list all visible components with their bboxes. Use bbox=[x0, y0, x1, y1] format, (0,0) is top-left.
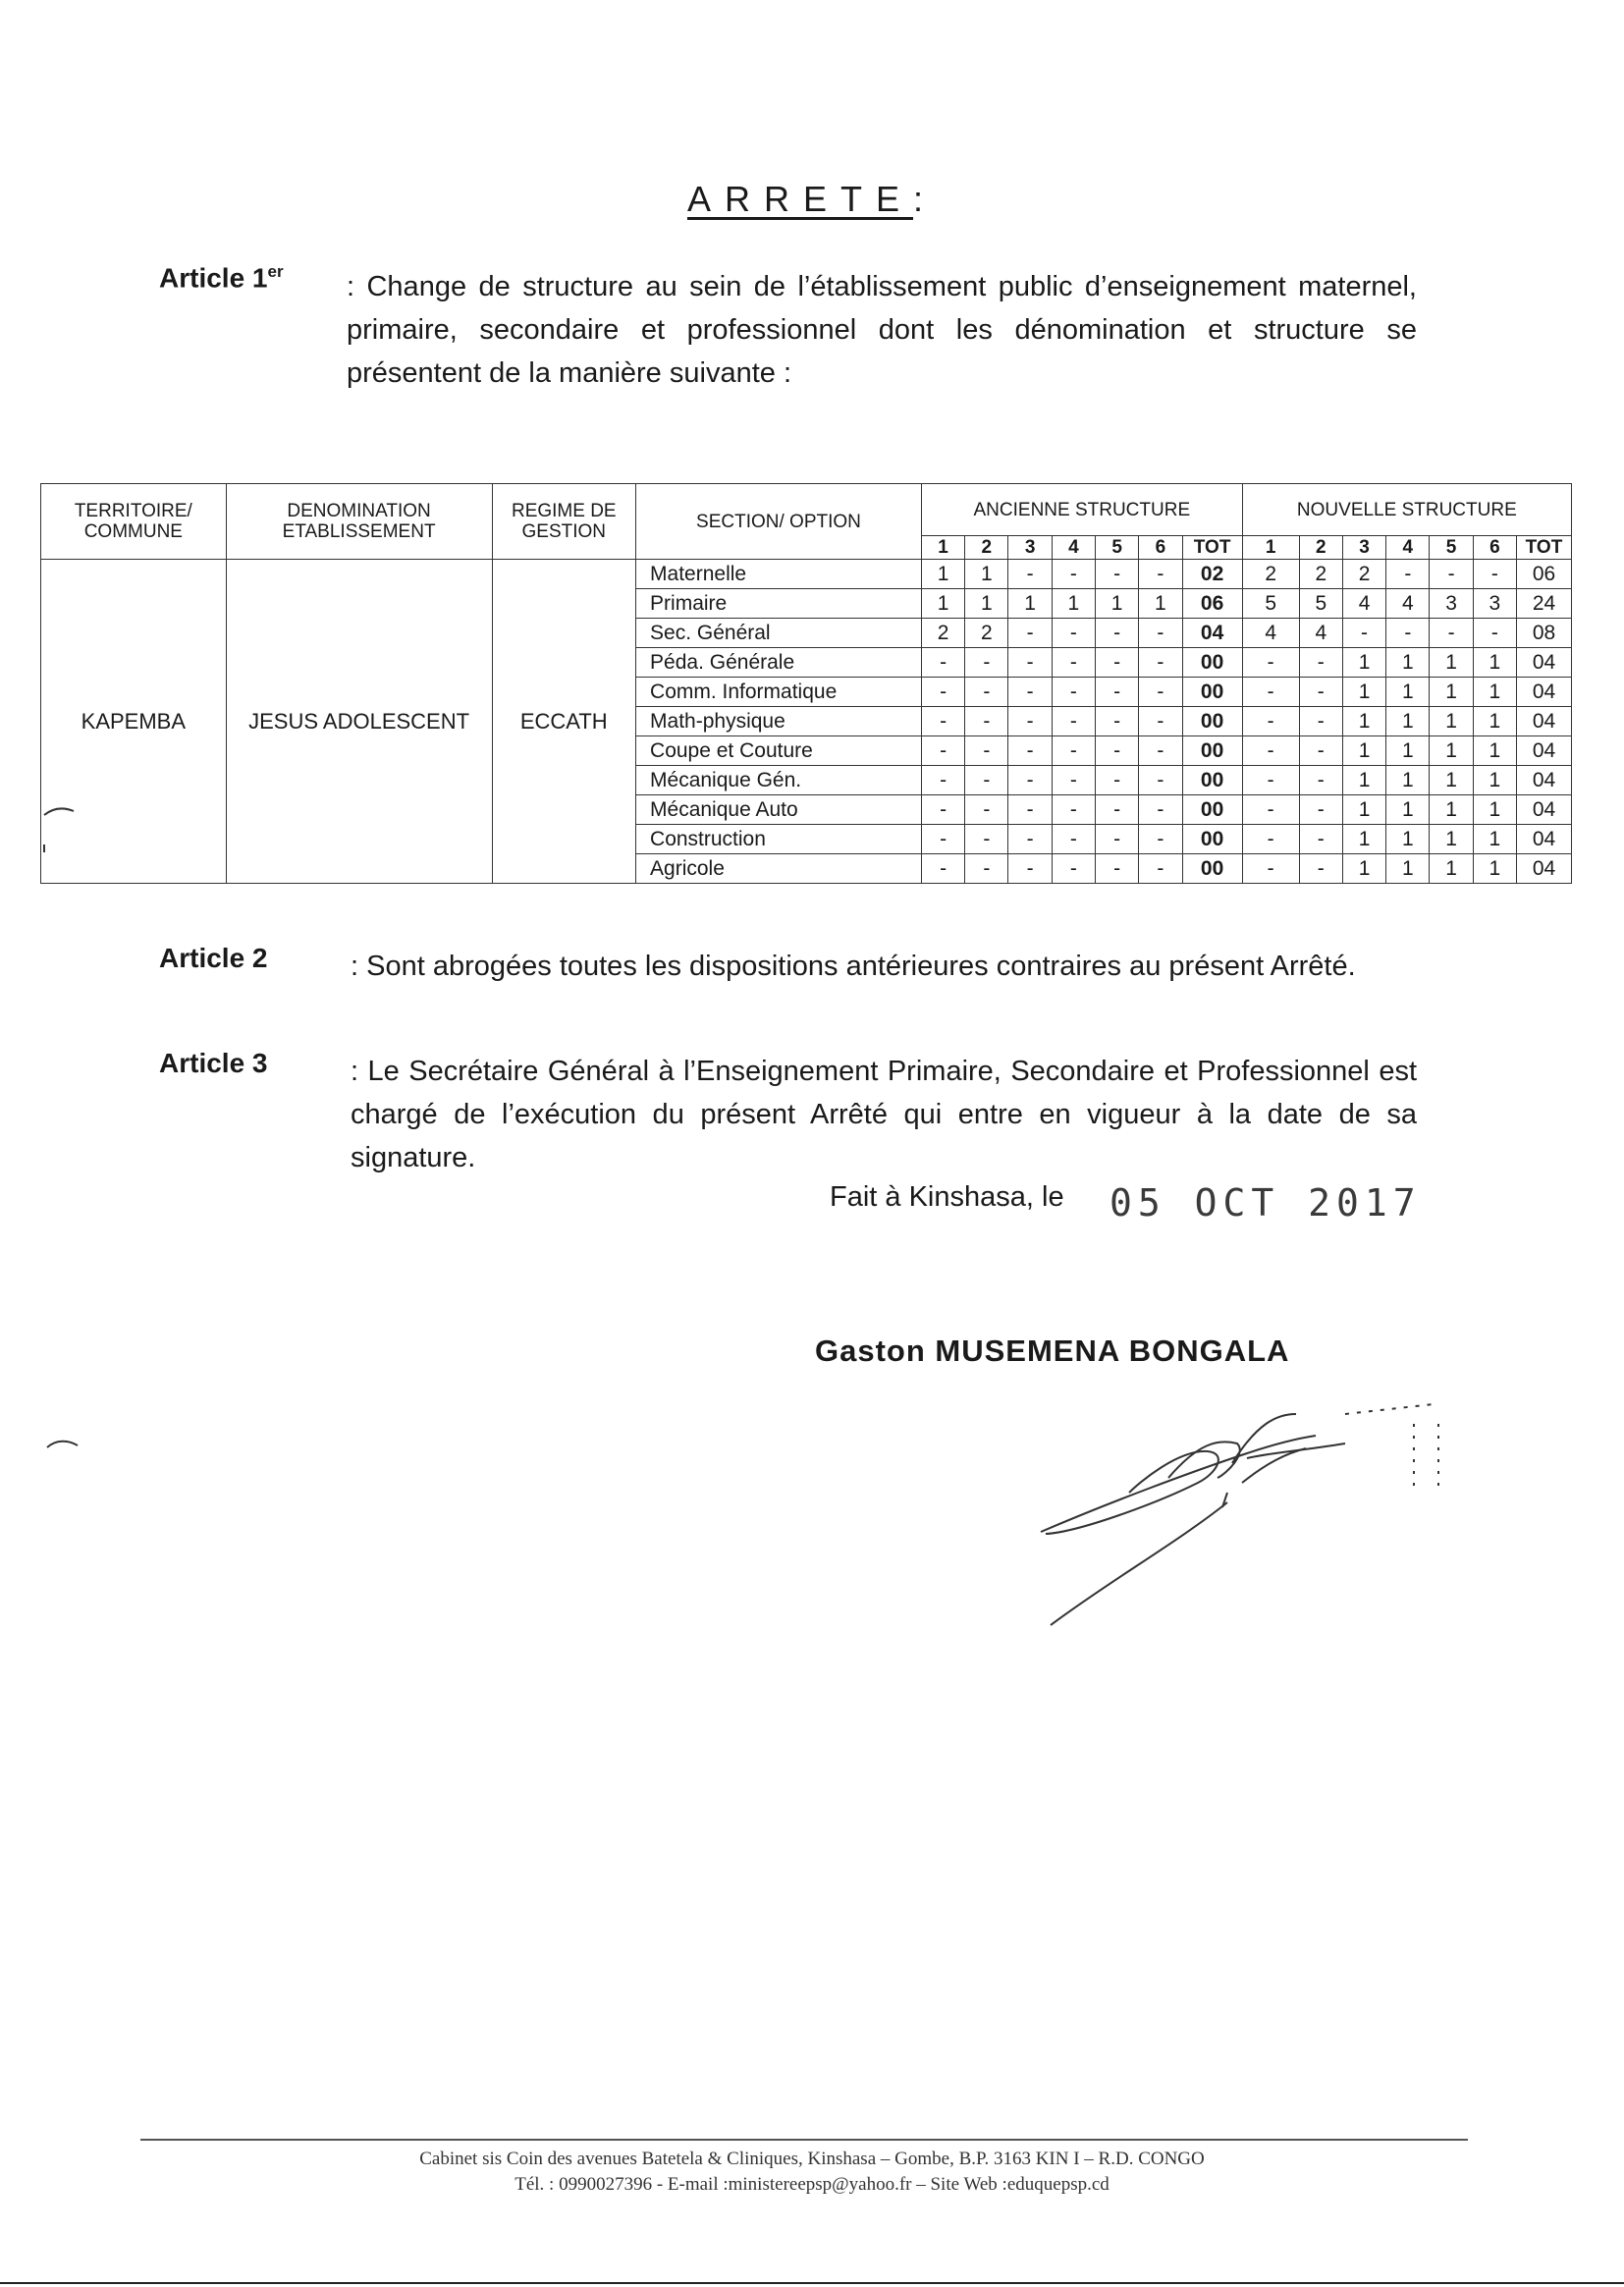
new-structure-cell: 1 bbox=[1473, 766, 1516, 795]
old-structure-cell: 00 bbox=[1182, 648, 1242, 678]
new-structure-cell: 1 bbox=[1342, 648, 1385, 678]
old-structure-cell: - bbox=[1052, 766, 1095, 795]
new-structure-cell: - bbox=[1342, 619, 1385, 648]
date-stamp: 05 OCT 2017 bbox=[1110, 1181, 1422, 1225]
old-structure-cell: - bbox=[1139, 560, 1182, 589]
old-structure-cell: 00 bbox=[1182, 736, 1242, 766]
new-structure-cell: 04 bbox=[1516, 707, 1571, 736]
section-cell: Math-physique bbox=[636, 707, 922, 736]
new-structure-cell: 1 bbox=[1430, 648, 1473, 678]
new-structure-cell: 1 bbox=[1386, 736, 1430, 766]
old-structure-cell: - bbox=[1139, 825, 1182, 854]
old-col-header: 3 bbox=[1008, 536, 1052, 560]
new-structure-cell: - bbox=[1473, 560, 1516, 589]
old-structure-cell: 1 bbox=[1052, 589, 1095, 619]
new-col-header: 6 bbox=[1473, 536, 1516, 560]
new-structure-cell: 1 bbox=[1386, 825, 1430, 854]
old-structure-cell: - bbox=[1008, 648, 1052, 678]
old-structure-cell: 00 bbox=[1182, 707, 1242, 736]
new-col-header: 2 bbox=[1299, 536, 1342, 560]
old-structure-cell: - bbox=[921, 795, 964, 825]
old-structure-cell: - bbox=[1052, 795, 1095, 825]
new-structure-cell: - bbox=[1430, 560, 1473, 589]
old-structure-cell: - bbox=[1008, 560, 1052, 589]
old-structure-cell: 1 bbox=[1139, 589, 1182, 619]
old-structure-cell: - bbox=[1096, 825, 1139, 854]
new-structure-cell: 04 bbox=[1516, 678, 1571, 707]
new-structure-cell: - bbox=[1242, 766, 1299, 795]
new-structure-cell: 1 bbox=[1342, 766, 1385, 795]
signer-name: Gaston MUSEMENA BONGALA bbox=[815, 1334, 1290, 1368]
title-colon: : bbox=[913, 179, 938, 219]
new-structure-cell: - bbox=[1299, 736, 1342, 766]
new-structure-cell: 1 bbox=[1473, 854, 1516, 884]
new-structure-cell: 1 bbox=[1342, 825, 1385, 854]
place-date-label: Fait à Kinshasa, le bbox=[830, 1181, 1064, 1213]
header-regime: REGIME DE GESTION bbox=[492, 484, 636, 560]
section-cell: Primaire bbox=[636, 589, 922, 619]
section-cell: Maternelle bbox=[636, 560, 922, 589]
old-structure-cell: - bbox=[921, 736, 964, 766]
new-structure-cell: - bbox=[1242, 854, 1299, 884]
new-structure-cell: - bbox=[1242, 648, 1299, 678]
new-structure-cell: 1 bbox=[1430, 766, 1473, 795]
old-structure-cell: 02 bbox=[1182, 560, 1242, 589]
new-structure-cell: 4 bbox=[1299, 619, 1342, 648]
new-structure-cell: 04 bbox=[1516, 825, 1571, 854]
new-structure-cell: 04 bbox=[1516, 766, 1571, 795]
old-col-header: 4 bbox=[1052, 536, 1095, 560]
new-structure-cell: - bbox=[1242, 707, 1299, 736]
old-structure-cell: 1 bbox=[1008, 589, 1052, 619]
old-structure-cell: - bbox=[965, 707, 1008, 736]
footer-address: Cabinet sis Coin des avenues Batetela & Cliniques, Kinshasa – Gombe, B.P. 3163 KIN I – R.D. CONGO bbox=[419, 2149, 1205, 2169]
header-denomination: DENOMINATION ETABLISSEMENT bbox=[226, 484, 492, 560]
article-3-text: : Le Secrétaire Général à l’Enseignement Primaire, Secondaire et Professionnel est chargé de l’exécution du présent Arrêté qui entre en vigueur à la date de sa signature. bbox=[351, 1056, 1417, 1173]
old-structure-cell: - bbox=[1139, 648, 1182, 678]
new-structure-cell: 5 bbox=[1242, 589, 1299, 619]
old-structure-cell: - bbox=[965, 766, 1008, 795]
old-structure-cell: - bbox=[1096, 619, 1139, 648]
new-structure-cell: - bbox=[1430, 619, 1473, 648]
old-structure-cell: - bbox=[1008, 707, 1052, 736]
new-structure-cell: 5 bbox=[1299, 589, 1342, 619]
old-structure-cell: - bbox=[1008, 854, 1052, 884]
old-structure-cell: 00 bbox=[1182, 854, 1242, 884]
old-structure-cell: 00 bbox=[1182, 678, 1242, 707]
article-1-text: : Change de structure au sein de l’établissement public d’enseignement maternel, primaire, secondaire et professionnel dont les dénomination et structure se présentent de la manière suivante : bbox=[347, 271, 1417, 389]
new-structure-cell: 1 bbox=[1386, 678, 1430, 707]
old-structure-cell: - bbox=[1139, 795, 1182, 825]
new-structure-cell: 1 bbox=[1430, 825, 1473, 854]
new-col-header: 4 bbox=[1386, 536, 1430, 560]
section-cell: Mécanique Gén. bbox=[636, 766, 922, 795]
new-structure-cell: - bbox=[1242, 825, 1299, 854]
footer-divider bbox=[140, 2139, 1468, 2141]
article-1-label-sup: er bbox=[267, 262, 284, 281]
old-structure-cell: - bbox=[1139, 854, 1182, 884]
new-structure-cell: 3 bbox=[1473, 589, 1516, 619]
header-ancienne: ANCIENNE STRUCTURE bbox=[921, 484, 1242, 536]
old-structure-cell: - bbox=[921, 648, 964, 678]
new-structure-cell: - bbox=[1299, 854, 1342, 884]
old-structure-cell: 1 bbox=[921, 589, 964, 619]
new-structure-cell: 1 bbox=[1430, 854, 1473, 884]
table-row bbox=[41, 560, 1572, 589]
old-structure-cell: - bbox=[1052, 619, 1095, 648]
new-structure-cell: 1 bbox=[1386, 648, 1430, 678]
header-territoire: TERRITOIRE/ COMMUNE bbox=[41, 484, 227, 560]
new-structure-cell: - bbox=[1242, 795, 1299, 825]
header-section: SECTION/ OPTION bbox=[636, 484, 922, 560]
new-structure-cell: 1 bbox=[1342, 854, 1385, 884]
old-structure-cell: - bbox=[1052, 854, 1095, 884]
new-structure-cell: 1 bbox=[1386, 766, 1430, 795]
old-structure-cell: 2 bbox=[965, 619, 1008, 648]
new-structure-cell: 04 bbox=[1516, 736, 1571, 766]
margin-mark-2 bbox=[44, 1436, 83, 1455]
old-structure-cell: 00 bbox=[1182, 825, 1242, 854]
old-structure-cell: - bbox=[1008, 619, 1052, 648]
header-nouvelle: NOUVELLE STRUCTURE bbox=[1242, 484, 1571, 536]
old-col-header: 5 bbox=[1096, 536, 1139, 560]
old-structure-cell: - bbox=[1096, 854, 1139, 884]
new-col-header: 5 bbox=[1430, 536, 1473, 560]
old-structure-cell: - bbox=[921, 678, 964, 707]
new-structure-cell: 08 bbox=[1516, 619, 1571, 648]
old-structure-cell: 1 bbox=[965, 560, 1008, 589]
old-structure-cell: - bbox=[1139, 678, 1182, 707]
title-text: ARRETE bbox=[686, 179, 913, 219]
old-structure-cell: - bbox=[1096, 707, 1139, 736]
old-structure-cell: - bbox=[965, 825, 1008, 854]
old-col-header: 6 bbox=[1139, 536, 1182, 560]
old-col-header: TOT bbox=[1182, 536, 1242, 560]
new-structure-cell: - bbox=[1299, 766, 1342, 795]
denomination-cell: JESUS ADOLESCENT bbox=[226, 560, 492, 884]
old-structure-cell: - bbox=[1096, 795, 1139, 825]
old-structure-cell: - bbox=[1052, 707, 1095, 736]
new-structure-cell: 2 bbox=[1342, 560, 1385, 589]
new-structure-cell: 06 bbox=[1516, 560, 1571, 589]
old-structure-cell: 04 bbox=[1182, 619, 1242, 648]
new-structure-cell: - bbox=[1299, 678, 1342, 707]
footer-contact: Tél. : 0990027396 - E-mail :ministereepsp@yahoo.fr – Site Web :eduquepsp.cd bbox=[514, 2174, 1110, 2195]
old-structure-cell: 00 bbox=[1182, 795, 1242, 825]
old-structure-cell: - bbox=[1008, 766, 1052, 795]
old-structure-cell: - bbox=[1096, 766, 1139, 795]
new-structure-cell: 2 bbox=[1299, 560, 1342, 589]
new-structure-cell: - bbox=[1386, 560, 1430, 589]
old-col-header: 2 bbox=[965, 536, 1008, 560]
new-structure-cell: 3 bbox=[1430, 589, 1473, 619]
regime-cell: ECCATH bbox=[492, 560, 636, 884]
old-structure-cell: - bbox=[1052, 678, 1095, 707]
structure-table bbox=[40, 483, 1572, 884]
new-structure-cell: 1 bbox=[1342, 795, 1385, 825]
old-structure-cell: - bbox=[965, 678, 1008, 707]
new-structure-cell: 4 bbox=[1242, 619, 1299, 648]
section-cell: Mécanique Auto bbox=[636, 795, 922, 825]
new-structure-cell: - bbox=[1299, 707, 1342, 736]
article-3-label: Article 3 bbox=[159, 1048, 268, 1078]
new-structure-cell: 1 bbox=[1430, 795, 1473, 825]
new-structure-cell: - bbox=[1299, 648, 1342, 678]
old-col-header: 1 bbox=[921, 536, 964, 560]
old-structure-cell: - bbox=[921, 854, 964, 884]
old-structure-cell: - bbox=[965, 854, 1008, 884]
new-col-header: TOT bbox=[1516, 536, 1571, 560]
territoire-cell: KAPEMBA bbox=[41, 560, 227, 884]
old-structure-cell: 1 bbox=[1096, 589, 1139, 619]
old-structure-cell: - bbox=[965, 648, 1008, 678]
new-structure-cell: 1 bbox=[1473, 736, 1516, 766]
new-structure-cell: - bbox=[1242, 678, 1299, 707]
section-cell: Sec. Général bbox=[636, 619, 922, 648]
old-structure-cell: - bbox=[1139, 736, 1182, 766]
old-structure-cell: - bbox=[1008, 678, 1052, 707]
new-structure-cell: 1 bbox=[1342, 736, 1385, 766]
section-cell: Construction bbox=[636, 825, 922, 854]
old-structure-cell: - bbox=[1008, 825, 1052, 854]
article-2-text: : Sont abrogées toutes les dispositions antérieures contraires au présent Arrêté. bbox=[351, 951, 1356, 982]
section-cell: Péda. Générale bbox=[636, 648, 922, 678]
new-structure-cell: - bbox=[1473, 619, 1516, 648]
new-structure-cell: 1 bbox=[1386, 707, 1430, 736]
article-1-label-text: Article 1 bbox=[159, 262, 268, 294]
old-structure-cell: - bbox=[1139, 619, 1182, 648]
old-structure-cell: - bbox=[1052, 560, 1095, 589]
old-structure-cell: 1 bbox=[921, 560, 964, 589]
old-structure-cell: - bbox=[1008, 795, 1052, 825]
old-structure-cell: - bbox=[921, 707, 964, 736]
old-structure-cell: - bbox=[1008, 736, 1052, 766]
new-structure-cell: 4 bbox=[1342, 589, 1385, 619]
new-structure-cell: 1 bbox=[1430, 736, 1473, 766]
old-structure-cell: 00 bbox=[1182, 766, 1242, 795]
new-structure-cell: - bbox=[1386, 619, 1430, 648]
margin-mark bbox=[39, 795, 88, 854]
new-structure-cell: 1 bbox=[1386, 854, 1430, 884]
old-structure-cell: 2 bbox=[921, 619, 964, 648]
handwritten-signature bbox=[1021, 1385, 1492, 1640]
old-structure-cell: - bbox=[1096, 736, 1139, 766]
new-structure-cell: 1 bbox=[1473, 707, 1516, 736]
new-col-header: 3 bbox=[1342, 536, 1385, 560]
old-structure-cell: - bbox=[1052, 736, 1095, 766]
old-structure-cell: - bbox=[1052, 825, 1095, 854]
new-structure-cell: 1 bbox=[1473, 795, 1516, 825]
old-structure-cell: - bbox=[1096, 560, 1139, 589]
article-2-label: Article 2 bbox=[159, 943, 268, 973]
document-title bbox=[0, 179, 1624, 220]
new-structure-cell: 1 bbox=[1473, 825, 1516, 854]
old-structure-cell: - bbox=[1139, 766, 1182, 795]
new-structure-cell: 1 bbox=[1473, 678, 1516, 707]
new-structure-cell: 04 bbox=[1516, 648, 1571, 678]
new-structure-cell: - bbox=[1299, 825, 1342, 854]
old-structure-cell: - bbox=[1052, 648, 1095, 678]
new-structure-cell: - bbox=[1299, 795, 1342, 825]
old-structure-cell: - bbox=[921, 766, 964, 795]
new-structure-cell: 1 bbox=[1386, 795, 1430, 825]
new-structure-cell: 04 bbox=[1516, 854, 1571, 884]
new-structure-cell: 1 bbox=[1430, 707, 1473, 736]
new-structure-cell: 1 bbox=[1473, 648, 1516, 678]
new-structure-cell: 04 bbox=[1516, 795, 1571, 825]
table-body bbox=[41, 560, 1572, 884]
new-structure-cell: 24 bbox=[1516, 589, 1571, 619]
old-structure-cell: 1 bbox=[965, 589, 1008, 619]
new-structure-cell: 2 bbox=[1242, 560, 1299, 589]
new-col-header: 1 bbox=[1242, 536, 1299, 560]
old-structure-cell: - bbox=[1096, 678, 1139, 707]
old-structure-cell: 06 bbox=[1182, 589, 1242, 619]
section-cell: Comm. Informatique bbox=[636, 678, 922, 707]
new-structure-cell: - bbox=[1242, 736, 1299, 766]
new-structure-cell: 4 bbox=[1386, 589, 1430, 619]
old-structure-cell: - bbox=[921, 825, 964, 854]
section-cell: Agricole bbox=[636, 854, 922, 884]
article-1-label bbox=[159, 262, 284, 294]
old-structure-cell: - bbox=[965, 795, 1008, 825]
new-structure-cell: 1 bbox=[1342, 678, 1385, 707]
old-structure-cell: - bbox=[965, 736, 1008, 766]
page-bottom-edge bbox=[0, 2282, 1624, 2284]
old-structure-cell: - bbox=[1139, 707, 1182, 736]
new-structure-cell: 1 bbox=[1430, 678, 1473, 707]
new-structure-cell: 1 bbox=[1342, 707, 1385, 736]
section-cell: Coupe et Couture bbox=[636, 736, 922, 766]
old-structure-cell: - bbox=[1096, 648, 1139, 678]
